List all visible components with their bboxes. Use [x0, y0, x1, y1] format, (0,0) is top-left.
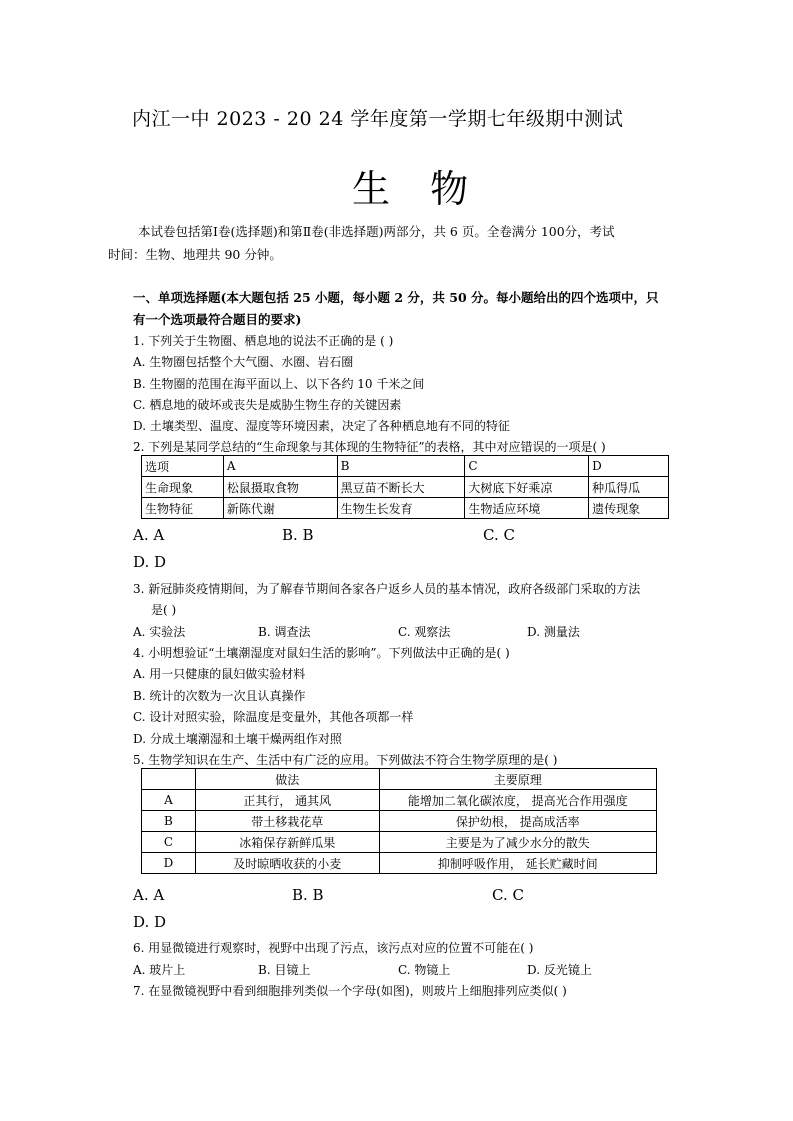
q3-option-d: D. 测量法 — [527, 625, 580, 639]
q3-stem: 3. 新冠肺炎疫情期间，为了解春节期间各家各户返乡人员的基本情况，政府各级部门采取的方法 — [133, 582, 641, 596]
table-row — [142, 853, 657, 874]
table-cell: 带土移栽花草 — [195, 811, 379, 832]
table-cell: 遗传现象 — [589, 498, 669, 519]
q6-option-d: D. 反光镜上 — [527, 963, 592, 977]
table-cell: C — [465, 456, 589, 477]
q4-option-a: A. 用一只健康的鼠妇做实验材料 — [133, 667, 306, 681]
table-cell: 大树底下好乘凉 — [465, 477, 589, 498]
table-cell: 冰箱保存新鲜瓜果 — [195, 832, 379, 853]
q3-option-b: B. 调查法 — [258, 625, 311, 639]
q6-option-c: C. 物镜上 — [398, 963, 451, 977]
q2-table — [141, 455, 669, 519]
section-heading-line-2: 有一个选项最符合题目的要求) — [133, 312, 302, 327]
q2-option-b: B. B — [282, 526, 314, 544]
q7-stem: 7. 在显微镜视野中看到细胞排列类似一个字母(如图)，则玻片上细胞排列应类似( ) — [133, 984, 567, 998]
table-cell: 做法 — [195, 769, 379, 790]
q3-stem-cont: 是( ) — [151, 603, 177, 617]
q5-option-c: C. C — [492, 886, 524, 904]
q5-table — [141, 768, 657, 874]
q2-stem: 2. 下列是某同学总结的“生命现象与其体现的生物特征”的表格，其中对应错误的一项是( ) — [133, 440, 606, 454]
table-cell — [142, 769, 196, 790]
q6-option-b: B. 目镜上 — [258, 963, 311, 977]
q1-option-b: B. 生物圈的范围在海平面以上、以下各约 10 千米之间 — [133, 377, 425, 391]
q6-stem: 6. 用显微镜进行观察时，视野中出现了污点，该污点对应的位置不可能在( ) — [133, 941, 534, 955]
q6-option-a: A. 玻片上 — [133, 963, 186, 977]
q5-option-d: D. D — [133, 913, 167, 931]
table-cell: 生物适应环境 — [465, 498, 589, 519]
section-heading-line-1: 一、单项选择题(本大题包括 25 小题，每小题 2 分，共 50 分。每小题给出的四个选项中，只 — [133, 290, 659, 305]
q2-option-c: C. C — [483, 526, 515, 544]
table-cell: C — [142, 832, 196, 853]
q1-option-a: A. 生物圈包括整个大气圈、水圈、岩石圈 — [133, 355, 354, 369]
table-cell: A — [223, 456, 337, 477]
table-cell: 松鼠摄取食物 — [223, 477, 337, 498]
table-cell: 新陈代谢 — [223, 498, 337, 519]
table-cell: 保护幼根， 提高成活率 — [379, 811, 656, 832]
q1-option-c: C. 栖息地的破坏或丧失是威胁生物生存的关键因素 — [133, 398, 402, 412]
table-cell: D — [142, 853, 196, 874]
table-cell: 及时晾晒收获的小麦 — [195, 853, 379, 874]
table-cell: 选项 — [142, 456, 224, 477]
q3-option-a: A. 实验法 — [133, 625, 186, 639]
q5-option-a: A. A — [133, 886, 165, 904]
table-cell: 主要原理 — [379, 769, 656, 790]
table-row — [142, 790, 657, 811]
subject-heading: 生 物 — [352, 167, 483, 211]
q1-option-d: D. 土壤类型、温度、湿度等环境因素，决定了各种栖息地有不同的特征 — [133, 419, 510, 433]
q4-stem: 4. 小明想验证“土壤潮湿度对鼠妇生活的影响”。下列做法中正确的是( ) — [133, 646, 510, 660]
q2-option-d: D. D — [133, 553, 167, 571]
exam-title: 内江一中 2023 - 20 24 学年度第一学期七年级期中测试 — [132, 108, 624, 130]
table-cell: 生命现象 — [142, 477, 224, 498]
table-row — [142, 769, 657, 790]
table-row — [142, 477, 669, 498]
table-cell: B — [142, 811, 196, 832]
table-cell: 种瓜得瓜 — [589, 477, 669, 498]
table-cell: B — [337, 456, 465, 477]
table-row — [142, 498, 669, 519]
q5-stem: 5. 生物学知识在生产、生活中有广泛的应用。下列做法不符合生物学原理的是( ) — [133, 753, 558, 767]
table-cell: 能增加二氧化碳浓度， 提高光合作用强度 — [379, 790, 656, 811]
table-cell: D — [589, 456, 669, 477]
table-row — [142, 832, 657, 853]
q2-option-a: A. A — [133, 526, 165, 544]
table-cell: 生物生长发育 — [337, 498, 465, 519]
table-row — [142, 811, 657, 832]
q4-option-c: C. 设计对照实验，除温度是变量外，其他各项都一样 — [133, 710, 414, 724]
table-cell: 生物特征 — [142, 498, 224, 519]
q1-stem: 1. 下列关于生物圈、栖息地的说法不正确的是 ( ) — [133, 334, 394, 348]
table-cell: 正其行， 通其风 — [195, 790, 379, 811]
intro-line-1: 本试卷包括第Ⅰ卷(选择题)和第Ⅱ卷(非选择题)两部分，共 6 页。全卷满分 100分，考试 — [138, 224, 615, 239]
table-cell: A — [142, 790, 196, 811]
table-cell: 黑豆苗不断长大 — [337, 477, 465, 498]
intro-line-2: 时间：生物、地理共 90 分钟。 — [108, 247, 282, 262]
table-cell: 主要是为了减少水分的散失 — [379, 832, 656, 853]
q5-option-b: B. B — [292, 886, 324, 904]
table-row — [142, 456, 669, 477]
q4-option-b: B. 统计的次数为一次且认真操作 — [133, 689, 306, 703]
q4-option-d: D. 分成土壤潮湿和土壤干燥两组作对照 — [133, 732, 342, 746]
table-cell: 抑制呼吸作用， 延长贮藏时间 — [379, 853, 656, 874]
q3-option-c: C. 观察法 — [398, 625, 451, 639]
